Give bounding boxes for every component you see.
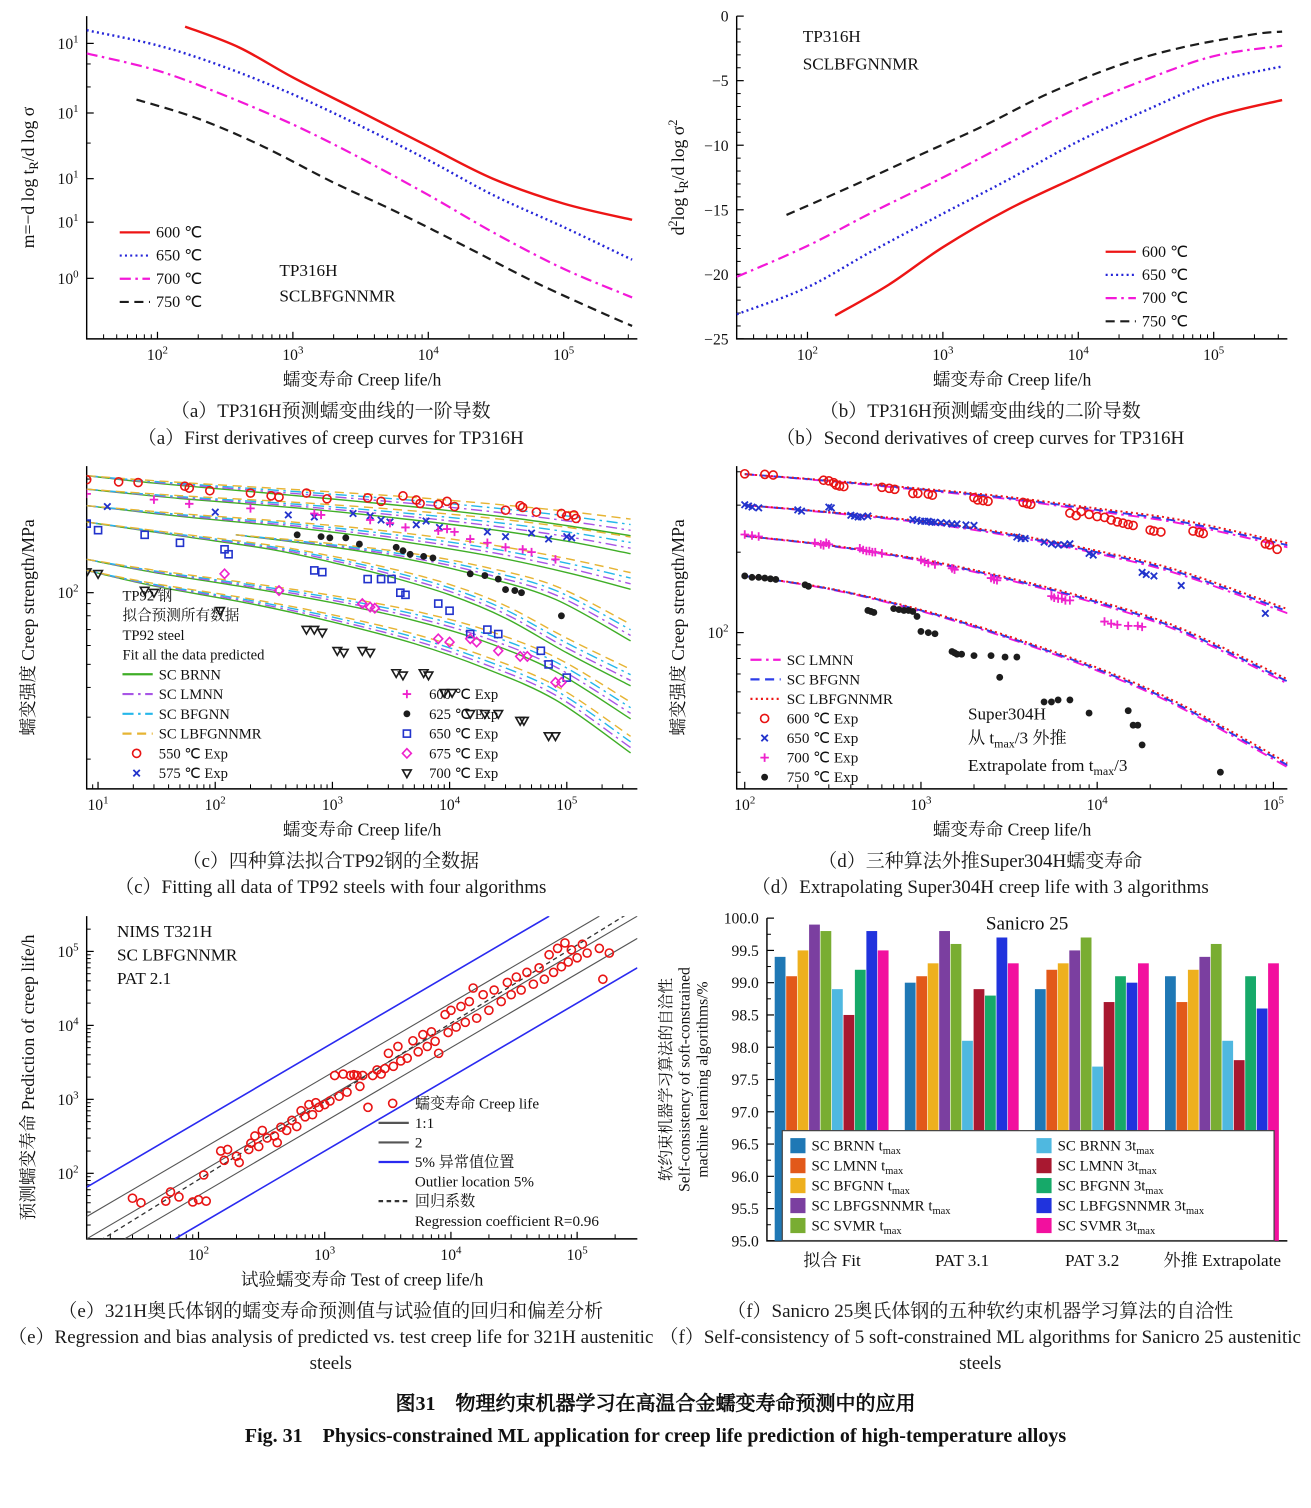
svg-text:Fit all the data predicted: Fit all the data predicted bbox=[122, 647, 265, 664]
svg-text:101: $10^1$ bbox=[57, 212, 79, 232]
svg-text:99.0: 99.0 bbox=[731, 974, 759, 992]
svg-text:97.0: 97.0 bbox=[731, 1103, 759, 1121]
svg-text:104: $10^4$ bbox=[1086, 794, 1108, 814]
first-derivative-chart bbox=[8, 2, 654, 397]
svg-text:蠕变寿命 Creep life/h: 蠕变寿命 Creep life/h bbox=[932, 819, 1091, 840]
panel-c bbox=[6, 452, 656, 902]
panel-b bbox=[656, 2, 1306, 452]
svg-text:98.5: 98.5 bbox=[731, 1007, 759, 1025]
svg-text:600 ℃: 600 ℃ bbox=[1141, 243, 1188, 261]
svg-text:蠕变寿命 Creep life: 蠕变寿命 Creep life bbox=[414, 1095, 540, 1112]
svg-text:5% 异常值位置: 5% 异常值位置 bbox=[414, 1154, 515, 1171]
svg-text:SC LBFGSNNMR 3tmax: SC LBFGSNNMR $3t_{max}$ bbox=[1057, 1198, 1204, 1217]
svg-text:750 ℃: 750 ℃ bbox=[1141, 313, 1188, 331]
svg-text:102: $10^2$ bbox=[707, 622, 729, 642]
svg-text:SC BFGNN 3tmax: SC BFGNN $3t_{max}$ bbox=[1057, 1178, 1163, 1197]
caption-b-en: （b）Second derivatives of creep curves for TP316H bbox=[776, 427, 1185, 449]
svg-text:TP316H: TP316H bbox=[802, 26, 861, 46]
svg-text:102: $10^2$ bbox=[733, 794, 755, 814]
panel-e-captions bbox=[8, 1299, 654, 1378]
svg-text:105: $10^5$ bbox=[566, 1244, 588, 1264]
svg-text:SC SVMR tmax: SC SVMR $t_{max}$ bbox=[811, 1218, 902, 1237]
svg-text:105: $10^5$ bbox=[556, 794, 578, 814]
svg-text:拟合 Fit: 拟合 Fit bbox=[802, 1250, 861, 1270]
svg-text:Self-consistency of soft-const: Self-consistency of soft-constrained bbox=[675, 966, 693, 1192]
svg-text:PAT 3.2: PAT 3.2 bbox=[1064, 1250, 1119, 1270]
svg-text:101: $10^1$ bbox=[57, 33, 79, 53]
self-consistency-bar-chart bbox=[658, 902, 1304, 1297]
figure-caption bbox=[0, 1388, 1311, 1460]
svg-text:SC BFGNN: SC BFGNN bbox=[786, 672, 860, 689]
svg-text:700 ℃: 700 ℃ bbox=[1141, 290, 1188, 308]
svg-text:700 ℃ Exp: 700 ℃ Exp bbox=[429, 765, 499, 782]
svg-text:103: $10^3$ bbox=[57, 1088, 79, 1109]
svg-text:104: $10^4$ bbox=[439, 794, 461, 814]
svg-text:SC LBFGNNMR: SC LBFGNNMR bbox=[158, 726, 262, 743]
figure-caption-en: Fig. 31 Physics-constrained ML application for creep life prediction of high-temperature alloys bbox=[244, 1424, 1067, 1447]
svg-text:预测蠕变寿命 Prediction of creep lif: 预测蠕变寿命 Prediction of creep life/h bbox=[18, 934, 39, 1221]
svg-text:d2log tR/d log σ2: $d^2\log$ $t_R/d$ $\log \sigma^2$ bbox=[665, 119, 691, 236]
svg-text:蠕变强度 Creep strength/MPa: 蠕变强度 Creep strength/MPa bbox=[667, 519, 688, 736]
panel-f-captions bbox=[658, 1299, 1304, 1378]
svg-text:−20: −20 bbox=[703, 266, 729, 284]
caption-a-en: （a）First derivatives of creep curves for TP316H bbox=[137, 427, 524, 449]
panel-d bbox=[656, 452, 1306, 902]
svg-text:SC BFGNN: SC BFGNN bbox=[158, 706, 230, 723]
svg-text:104: $10^4$ bbox=[417, 344, 439, 365]
svg-text:700 ℃ Exp: 700 ℃ Exp bbox=[786, 750, 858, 767]
caption-f-zh: （f）Sanicro 25奥氏体钢的五种软约束机器学习算法的自洽性 bbox=[727, 1300, 1234, 1322]
regression-scatter-chart bbox=[8, 902, 654, 1297]
svg-text:软约束机器学习算法的自洽性: 软约束机器学习算法的自洽性 bbox=[657, 977, 675, 1181]
caption-b-zh: （b）TP316H预测蠕变曲线的二阶导数 bbox=[819, 401, 1141, 423]
svg-text:750 ℃: 750 ℃ bbox=[156, 293, 203, 311]
svg-text:95.0: 95.0 bbox=[731, 1233, 759, 1251]
svg-text:TP92 钢: TP92 钢 bbox=[122, 588, 173, 605]
caption-a-zh: （a）TP316H预测蠕变曲线的一阶导数 bbox=[170, 401, 491, 423]
svg-text:从 tmax/3 外推: 从 $t_{max}/3$ 外推 bbox=[967, 728, 1067, 751]
svg-text:100.0: 100.0 bbox=[723, 910, 759, 928]
svg-text:102: $10^2$ bbox=[187, 1244, 210, 1264]
svg-text:SC LMNN: SC LMNN bbox=[786, 652, 854, 669]
svg-text:SC BFGNN tmax: SC BFGNN $t_{max}$ bbox=[811, 1178, 910, 1197]
svg-text:SC LMNN 3tmax: SC LMNN $3t_{max}$ bbox=[1057, 1158, 1157, 1177]
svg-text:SC BRNN 3tmax: SC BRNN $3t_{max}$ bbox=[1057, 1138, 1154, 1157]
figure-caption-zh: 图31 物理约束机器学习在高温合金蠕变寿命预测中的应用 bbox=[395, 1392, 916, 1415]
svg-text:96.5: 96.5 bbox=[731, 1136, 759, 1154]
super304h-extrapolation-chart bbox=[658, 452, 1304, 847]
panel-a bbox=[6, 2, 656, 452]
svg-text:103: $10^3$ bbox=[321, 794, 343, 814]
svg-text:外推 Extrapolate: 外推 Extrapolate bbox=[1163, 1250, 1281, 1270]
svg-text:蠕变寿命 Creep life/h: 蠕变寿命 Creep life/h bbox=[282, 819, 442, 840]
svg-text:SC BRNN tmax: SC BRNN $t_{max}$ bbox=[811, 1138, 901, 1157]
svg-text:98.0: 98.0 bbox=[731, 1039, 759, 1057]
svg-text:Regression coefficient R=0.96: Regression coefficient R=0.96 bbox=[414, 1213, 599, 1230]
svg-text:−10: −10 bbox=[703, 137, 729, 155]
svg-text:103: $10^3$ bbox=[931, 344, 953, 365]
second-derivative-chart bbox=[658, 2, 1304, 397]
caption-e-zh: （e）321H奥氏体钢的蠕变寿命预测值与试验值的回归和偏差分析 bbox=[58, 1300, 604, 1322]
svg-text:103: $10^3$ bbox=[282, 344, 304, 365]
svg-text:SC SVMR 3tmax: SC SVMR $3t_{max}$ bbox=[1057, 1218, 1155, 1237]
svg-text:104: $10^4$ bbox=[1067, 344, 1089, 365]
svg-text:650 ℃: 650 ℃ bbox=[1141, 266, 1188, 284]
svg-text:Super304H: Super304H bbox=[967, 704, 1046, 724]
svg-text:TP92 steel: TP92 steel bbox=[122, 627, 185, 644]
svg-text:Sanicro 25: Sanicro 25 bbox=[985, 913, 1068, 935]
svg-text:650 ℃: 650 ℃ bbox=[156, 247, 203, 265]
panel-f bbox=[656, 902, 1306, 1378]
svg-text:575 ℃ Exp: 575 ℃ Exp bbox=[158, 765, 228, 782]
svg-text:−25: −25 bbox=[703, 331, 729, 349]
svg-text:102: $10^2$ bbox=[146, 344, 169, 365]
svg-text:SCLBFGNNMR: SCLBFGNNMR bbox=[802, 54, 919, 74]
caption-d-en: （d）Extrapolating Super304H creep life with 3 algorithms bbox=[751, 877, 1209, 899]
svg-text:104: $10^4$ bbox=[440, 1244, 462, 1264]
tp92-fit-chart bbox=[8, 452, 654, 847]
svg-text:machine learning algorithms/%: machine learning algorithms/% bbox=[693, 981, 711, 1178]
panel-e bbox=[6, 902, 656, 1378]
svg-text:−15: −15 bbox=[703, 202, 729, 220]
svg-text:SC LBFGNNMR: SC LBFGNNMR bbox=[116, 945, 238, 965]
svg-text:TP316H: TP316H bbox=[279, 260, 338, 280]
caption-f-en: （f）Self-consistency of 5 soft-constrained ML algorithms for Sanicro 25 austenitic steels bbox=[659, 1327, 1301, 1375]
caption-c-en: （c）Fitting all data of TP92 steels with four algorithms bbox=[115, 877, 547, 899]
svg-text:PAT 2.1: PAT 2.1 bbox=[116, 968, 172, 988]
svg-text:101: $10^1$ bbox=[57, 102, 79, 123]
svg-text:拟合预测所有数据: 拟合预测所有数据 bbox=[122, 607, 240, 624]
svg-text:Extrapolate from tmax/3: Extrapolate from $t_{max}/3$ bbox=[967, 755, 1128, 778]
caption-d-zh: （d）三种算法外推Super304H蠕变寿命 bbox=[818, 851, 1143, 873]
svg-text:101: $10^1$ bbox=[57, 168, 79, 189]
svg-text:99.5: 99.5 bbox=[731, 942, 759, 960]
svg-text:PAT 3.1: PAT 3.1 bbox=[934, 1250, 989, 1270]
svg-text:95.5: 95.5 bbox=[731, 1200, 759, 1218]
svg-text:SC LMNN tmax: SC LMNN $t_{max}$ bbox=[811, 1158, 903, 1177]
svg-text:102: $10^2$ bbox=[204, 794, 226, 814]
svg-text:试验蠕变寿命 Test of creep life/h: 试验蠕变寿命 Test of creep life/h bbox=[240, 1268, 484, 1289]
panel-c-captions bbox=[8, 849, 654, 901]
svg-text:2: 2 bbox=[414, 1135, 423, 1152]
svg-text:105: $10^5$ bbox=[1202, 344, 1224, 365]
svg-text:m=−d log tR/d log σ: m=−d $\log t_R/d$ log σ bbox=[18, 106, 42, 249]
svg-text:SC LBFGSNNMR tmax: SC LBFGSNNMR $t_{max}$ bbox=[811, 1198, 951, 1217]
svg-text:蠕变寿命 Creep life/h: 蠕变寿命 Creep life/h bbox=[282, 369, 442, 390]
svg-text:102: $10^2$ bbox=[796, 344, 818, 365]
svg-text:103: $10^3$ bbox=[909, 794, 931, 814]
svg-text:NIMS T321H: NIMS T321H bbox=[116, 921, 213, 941]
svg-text:0: 0 bbox=[720, 8, 729, 26]
panel-a-captions bbox=[8, 399, 654, 451]
svg-text:101: $10^1$ bbox=[87, 794, 109, 814]
svg-text:700 ℃: 700 ℃ bbox=[156, 270, 203, 288]
svg-text:蠕变强度 Creep strength/MPa: 蠕变强度 Creep strength/MPa bbox=[18, 519, 39, 736]
svg-text:102: $10^2$ bbox=[57, 582, 79, 603]
svg-text:SC BRNN: SC BRNN bbox=[158, 667, 221, 684]
svg-text:600 ℃ Exp: 600 ℃ Exp bbox=[786, 711, 858, 728]
svg-text:103: $10^3$ bbox=[314, 1244, 336, 1264]
svg-text:105: $10^5$ bbox=[57, 940, 79, 961]
svg-text:600 ℃: 600 ℃ bbox=[156, 224, 203, 242]
svg-text:SC LMNN: SC LMNN bbox=[158, 686, 224, 703]
svg-text:96.0: 96.0 bbox=[731, 1168, 759, 1186]
svg-text:600 ℃ Exp: 600 ℃ Exp bbox=[429, 686, 499, 703]
svg-text:105: $10^5$ bbox=[1262, 794, 1284, 814]
svg-text:SCLBFGNNMR: SCLBFGNNMR bbox=[279, 286, 396, 306]
svg-text:625 ℃ Exp: 625 ℃ Exp bbox=[429, 706, 499, 723]
svg-text:550 ℃ Exp: 550 ℃ Exp bbox=[158, 746, 228, 763]
svg-text:650 ℃ Exp: 650 ℃ Exp bbox=[429, 726, 499, 743]
svg-text:750 ℃ Exp: 750 ℃ Exp bbox=[786, 770, 858, 787]
caption-e-en: （e）Regression and bias analysis of predicted vs. test creep life for 321H austenitic steels bbox=[8, 1327, 654, 1375]
svg-text:650 ℃ Exp: 650 ℃ Exp bbox=[786, 730, 858, 747]
svg-text:102: $10^2$ bbox=[57, 1162, 79, 1183]
caption-c-zh: （c）四种算法拟合TP92钢的全数据 bbox=[182, 851, 480, 873]
panel-d-captions bbox=[658, 849, 1304, 901]
svg-text:SC LBFGNNMR: SC LBFGNNMR bbox=[786, 691, 893, 708]
svg-text:1:1: 1:1 bbox=[414, 1115, 435, 1132]
svg-text:105: $10^5$ bbox=[553, 344, 575, 365]
svg-text:蠕变寿命 Creep life/h: 蠕变寿命 Creep life/h bbox=[932, 369, 1091, 390]
svg-text:100: $10^0$ bbox=[57, 268, 79, 288]
svg-text:−5: −5 bbox=[711, 73, 729, 91]
svg-text:回归系数: 回归系数 bbox=[414, 1193, 476, 1210]
svg-text:104: $10^4$ bbox=[57, 1014, 79, 1035]
svg-text:675 ℃ Exp: 675 ℃ Exp bbox=[429, 746, 499, 763]
svg-text:Outlier location 5%: Outlier location 5% bbox=[414, 1174, 535, 1191]
panel-b-captions bbox=[658, 399, 1304, 451]
svg-text:97.5: 97.5 bbox=[731, 1071, 759, 1089]
